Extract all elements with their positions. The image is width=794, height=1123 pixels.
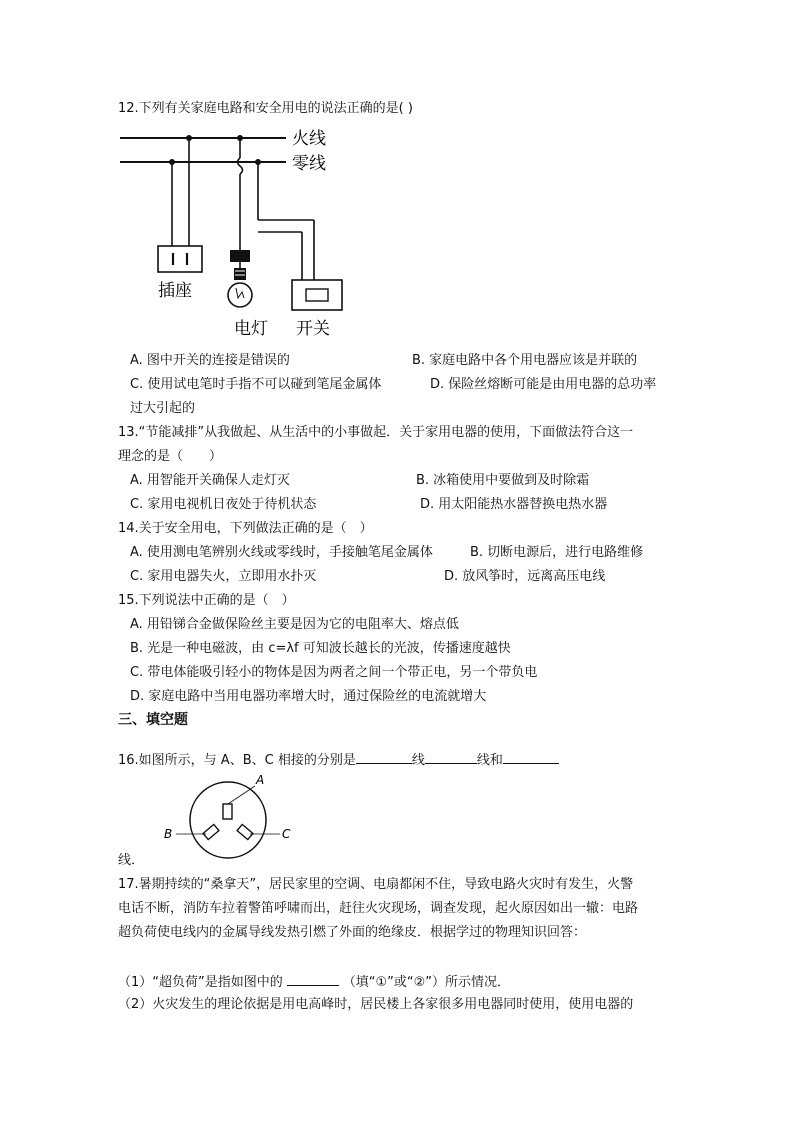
- switch-icon: [292, 280, 342, 310]
- pin-b-label: B: [164, 827, 173, 841]
- q13-stem-line1: 13.“节能减排”从我做起、从生活中的小事做起．关于家用电器的使用，下面做法符合这一: [118, 425, 634, 440]
- q13-option-c: C. 家用电视机日夜处于待机状态: [130, 497, 317, 512]
- q16-blank-c[interactable]: [503, 751, 559, 764]
- q16-blank-a[interactable]: [356, 751, 412, 764]
- q17-line2: 电话不断，消防车拉着警笛呼啸而出，赶往火灾现场，调查发现，起火原因如出一辙：电路: [118, 901, 639, 916]
- q12-option-d-continued: 过大引起的: [130, 401, 196, 416]
- neutral-wire-label: 零线: [292, 154, 326, 174]
- q13-option-b: B. 冰箱使用中要做到及时除霜: [416, 473, 590, 488]
- switch-label: 开关: [296, 319, 330, 339]
- pin-a-label: A: [256, 773, 265, 787]
- q15-stem: 15.下列说法中正确的是（ ）: [118, 593, 295, 608]
- q14-option-b: B. 切断电源后，进行电路维修: [470, 545, 644, 560]
- q15-option-a: A. 用铅锑合金做保险丝主要是因为它的电阻率大、熔点低: [130, 617, 459, 632]
- home-circuit-diagram: [118, 124, 358, 344]
- q12-option-c: C. 使用试电笔时手指不可以碰到笔尾金属体: [130, 377, 382, 392]
- q17-sub1: [118, 973, 510, 991]
- q16-stem: [118, 751, 559, 769]
- q12-stem: 12.下列有关家庭电路和安全用电的说法正确的是( ): [118, 101, 413, 116]
- q17-line3: 超负荷使电线内的金属导线发热引燃了外面的绝缘皮．根据学过的物理知识回答：: [118, 925, 587, 940]
- q14-option-c: C. 家用电器失火，立即用水扑灭: [130, 569, 317, 584]
- three-pin-socket-diagram: [160, 772, 300, 864]
- q16-stem-part3: 线和: [476, 753, 503, 768]
- q13-option-a: A. 用智能开关确保人走灯灭: [130, 473, 290, 488]
- q17-sub1-part1: （1）“超负荷”是指如图中的: [118, 975, 283, 990]
- q17-blank-1[interactable]: [287, 973, 339, 986]
- live-wire-label: 火线: [292, 129, 326, 149]
- q14-option-d: D. 放风筝时，远离高压电线: [444, 569, 606, 584]
- socket-label: 插座: [158, 281, 192, 301]
- q12-option-b: B. 家庭电路中各个用电器应该是并联的: [412, 353, 638, 368]
- q17-sub2: （2）火灾发生的理论依据是用电高峰时，居民楼上各家很多用电器同时使用，使用电器的: [118, 997, 634, 1012]
- q17-sub1-part2: （填“①”或“②”）所示情况．: [342, 975, 510, 990]
- q16-stem-part1: 16.如图所示，与 A、B、C 相接的分别是: [118, 753, 356, 768]
- section-heading: 三、填空题: [118, 712, 188, 728]
- q16-tail: 线．: [118, 853, 145, 868]
- q14-stem: 14.关于安全用电，下列做法正确的是（ ）: [118, 521, 373, 536]
- q12-option-a: A. 图中开关的连接是错误的: [130, 353, 290, 368]
- q15-option-d: D. 家庭电路中当用电器功率增大时，通过保险丝的电流就增大: [130, 689, 487, 704]
- q13-option-d: D. 用太阳能热水器替换电热水器: [420, 497, 608, 512]
- q12-option-d: D. 保险丝熔断可能是由用电器的总功率: [430, 377, 657, 392]
- q16-stem-part2: 线: [411, 753, 425, 768]
- lamp-icon: [228, 250, 252, 307]
- q15-option-c: C. 带电体能吸引轻小的物体是因为两者之间一个带正电，另一个带负电: [130, 665, 538, 680]
- q16-blank-b[interactable]: [425, 751, 477, 764]
- q14-option-a: A. 使用测电笔辨别火线或零线时，手接触笔尾金属体: [130, 545, 433, 560]
- q17-line1: 17.暑期持续的“桑拿天”，居民家里的空调、电扇都闲不住，导致电路火灾时有发生，火警: [118, 877, 634, 892]
- pin-c-label: C: [282, 827, 291, 841]
- socket-icon: [158, 246, 202, 272]
- q15-option-b: B. 光是一种电磁波，由 c=λf 可知波长越长的光波，传播速度越快: [130, 641, 511, 656]
- q13-stem-line2: 理念的是（ ）: [118, 449, 223, 464]
- lamp-label: 电灯: [234, 319, 268, 339]
